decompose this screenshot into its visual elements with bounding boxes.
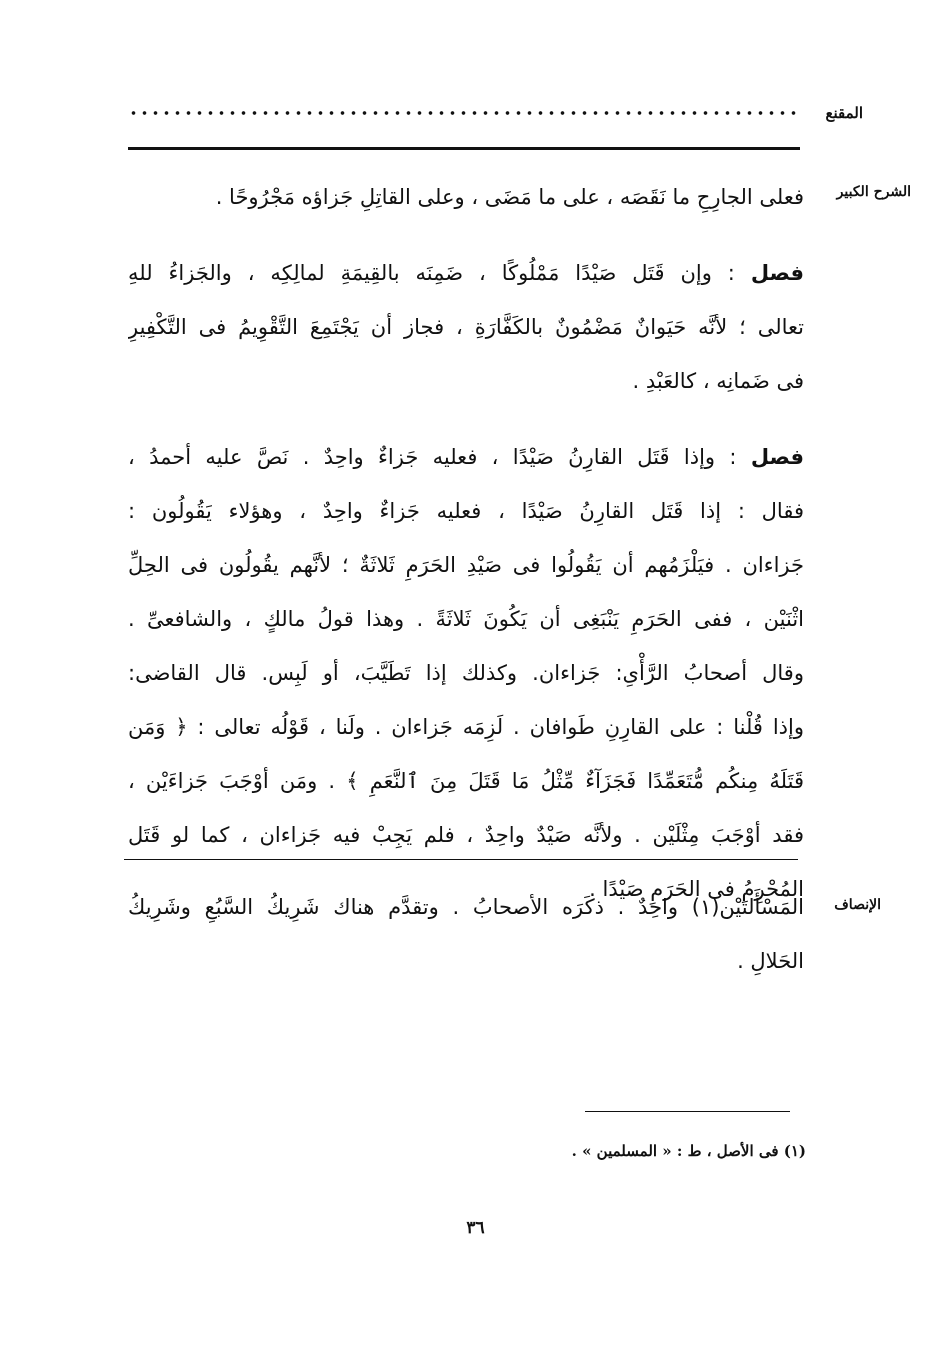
section-heading-fasl: فصل [750,445,804,469]
header-rule [128,147,800,150]
side-label-insaf: الإنصاف [834,897,881,913]
text-line: قَتَلَهُ مِنكُم مُّتَعَمِّدًا فَجَزَآءٌ مِّثْلُ مَا قَتَلَ مِنَ ٱلنَّعَمِ ﴾ . ومَن أوْجَبَ جَزاءَيْن ، [128,769,804,793]
line-text: : وإن قَتَل صَيْدًا مَمْلُوكًا ، ضَمِنَه بالقِيمَةِ لمالِكِه ، والجَزاءُ للهِ [128,261,735,285]
running-header-title: المقنع [825,104,863,122]
line-text: : وإذا قَتَل القارِنُ صَيْدًا ، فعليه جَزاءٌ واحِدٌ . نَصَّ عليه أحمدُ ، [128,445,737,469]
footnote-rule [585,1111,790,1112]
text-line: فقال : إذا قَتَل القارِنُ صَيْدًا ، فعليه جَزاءٌ واحِدٌ ، وهؤلاء يَقُولُون : [128,499,804,523]
text-line: وإذا قُلْنا : على القارِنِ طَوافان . لَزِمَه جَزاءان . ولَنا ، قَوْلُه تعالى : ﴿ وَمَن [128,715,804,739]
section-heading-fasl: فصل [750,261,804,285]
text-line: فعلى الجارِحِ ما نَقَصَه ، على ما مَضَى ، وعلى القاتِلِ جَزاؤه مَجْرُوحًا . [215,185,804,209]
text-line: جَزاءان . فيَلْزَمُهم أن يَقُولُوا فى صَيْدِ الحَرَمِ ثَلاثَةٌ ؛ لأنَّهم يقُولُون فى الحِلِّ [128,553,804,577]
text-line [128,246,804,300]
text-line: فقد أوْجَبَ مِثْلَيْن . ولأنَّه صَيْدٌ واحِدٌ ، فلم يَجِبْ فيه جَزاءان ، كما لو قَتَل [128,823,804,847]
text-line [128,430,804,484]
section-divider [124,859,798,860]
header-dot-leader [128,106,798,120]
text-line: المُحْرِمُ فى الحَرَمِ صَيْدًا . [589,877,804,901]
side-label-sharh: الشرح الكبير [836,184,911,200]
text-line: المَسْأَلتَيْن(١) واحِدٌ . ذكَرَه الأصحابُ . وتقدَّم هناك شَرِيكُ السَّبُعِ وشَرِيكُ [128,895,804,919]
insaf-text [128,880,804,988]
text-line: وقال أصحابُ الرَّأْىِ: جَزاءان. وكذلك إذا تَطَيَّبَ، أو لَبِس. قال القاضى: [128,661,804,685]
text-line: اثْنَيْن ، ففى الحَرَمِ يَنْبَغِى أن يَكُونَ ثَلاثَةً . وهذا قولُ مالكٍ ، والشافعىِّ . [128,607,804,631]
page-number: ٣٦ [466,1218,485,1238]
footnote: (١) فى الأصل ، ط : « المسلمين » . [571,1142,806,1160]
text-line: فى ضَمانِه ، كالعَبْدِ . [632,369,804,393]
text-line: تعالى ؛ لأنَّه حَيَوانٌ مَضْمُونٌ بالكَفَّارَةِ ، فجاز أن يَجْتَمِعَ التَّقْوِيمُ فى التَّكْفِيرِ [128,315,804,339]
sharh-text [128,170,804,916]
text-line: الحَلالِ . [737,949,804,973]
